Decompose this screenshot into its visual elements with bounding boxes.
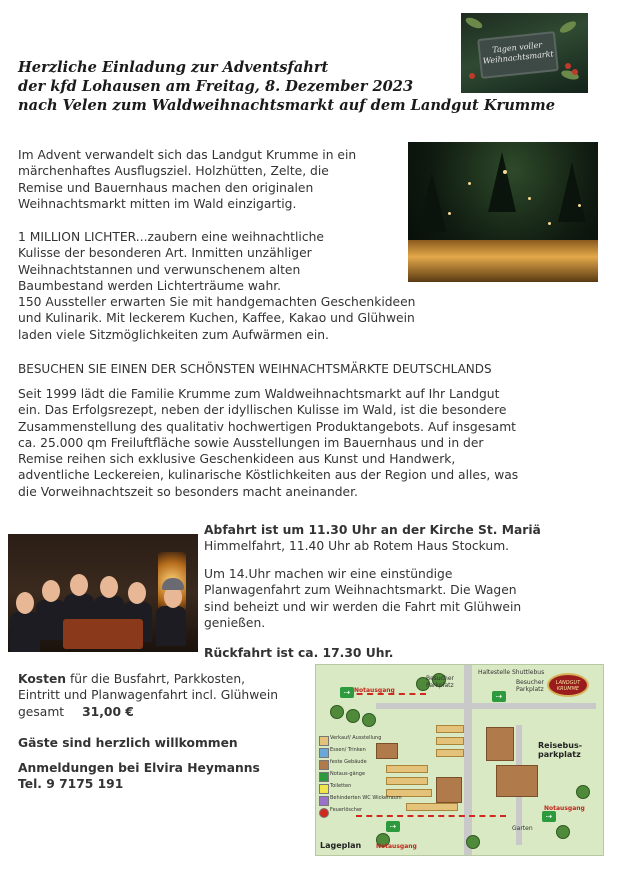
history-paragraph: [18, 386, 518, 500]
group-photo: [8, 534, 198, 652]
leaf: [558, 19, 578, 35]
light: [548, 222, 551, 225]
text-line: Baumbestand werden Lichterträume wahr.: [18, 278, 282, 293]
wagon-ride-info: [204, 566, 521, 631]
building: [376, 743, 398, 759]
site-map: [315, 664, 604, 856]
landgut-krumme-logo: LANDGUT KRUMME: [547, 673, 589, 697]
stand: [406, 803, 458, 811]
person-face: [16, 592, 34, 614]
title-line-2: der kfd Lohausen am Freitag, 8. Dezember 2023: [18, 78, 414, 95]
person-face: [42, 580, 60, 602]
legend-item: [319, 807, 369, 819]
legend-swatch: [319, 748, 329, 758]
text-line: die Vorweihnachtszeit so besonders macht aneinander.: [18, 484, 358, 499]
tree: [346, 709, 360, 723]
road: [464, 665, 472, 855]
legend-item: [319, 747, 369, 759]
road: [376, 703, 596, 709]
tree: [558, 162, 586, 222]
departure-info: [204, 522, 541, 555]
text-line: adventliche Leckereien, kulinarische Köstlichkeiten aus der Region und alles, was: [18, 468, 519, 483]
legend-label: Verkauf/ Ausstellung: [330, 735, 382, 741]
stand: [436, 737, 464, 745]
legend-label: feste Gebäude: [330, 759, 367, 765]
berry: [572, 69, 578, 75]
exit-icon: ⇢: [492, 691, 506, 702]
registration-contact: Anmeldungen bei Elvira Heymanns: [18, 761, 260, 775]
legend-item: [319, 759, 369, 771]
legend-label: Notaus-gänge: [330, 771, 366, 777]
chalk-board: Tagen voller Weihnachtsmarkt: [477, 31, 559, 79]
text-line: 1 MILLION LICHTER...zaubern eine weihnachtliche: [18, 230, 324, 244]
emergency-exit-label: Notausgang: [376, 843, 417, 850]
person-face: [100, 576, 118, 598]
market-stalls: [408, 240, 598, 282]
legend-item: [319, 783, 369, 795]
tree: [466, 835, 480, 849]
legend-swatch: [319, 796, 329, 806]
visitor-parking-label: Besucher Parkplatz: [426, 675, 454, 689]
stand: [386, 777, 428, 785]
legend-swatch: [319, 760, 329, 770]
registration-info: [18, 760, 260, 793]
person: [156, 606, 186, 646]
tree: [330, 705, 344, 719]
light: [528, 197, 531, 200]
legend-item: [319, 735, 382, 747]
stand: [436, 725, 464, 733]
christmas-sign-photo: [461, 13, 588, 93]
tree: [488, 152, 516, 212]
text-line: Zusammenstellung des qualitativ hochwertigen Produktangebots. Auf insgesamt: [18, 419, 516, 434]
bus-parking-label: Reisebus- parkplatz: [538, 741, 583, 759]
forest-market-photo: [408, 142, 598, 282]
legend-swatch: [319, 808, 329, 818]
stand: [386, 765, 428, 773]
costs-text: für die Busfahrt, Parkkosten,: [66, 672, 246, 686]
text-line: märchenhaftes Ausflugsziel. Holzhütten, Zelte, die: [18, 164, 329, 179]
berry: [565, 63, 571, 69]
costs-label: Kosten: [18, 672, 67, 686]
emergency-exit-label: Notausgang: [544, 805, 585, 812]
text-line: Im Advent verwandelt sich das Landgut Krumme in ein: [18, 148, 357, 162]
light: [578, 204, 581, 207]
exit-icon: ⇢: [386, 821, 400, 832]
costs-text: Eintritt und Planwagenfahrt incl. Glühwein: [18, 688, 279, 703]
building: [486, 727, 514, 761]
exit-icon: ⇢: [340, 687, 354, 698]
costs-text: gesamt: [18, 704, 65, 719]
person: [36, 600, 66, 640]
text-line: sind beheizt und wir werden die Fahrt mit Glühwein: [204, 599, 522, 614]
person-face: [128, 582, 146, 604]
text-line: ein. Das Erfolgsrezept, neben der idyllischen Kulisse im Wald, ist die besondere: [18, 403, 507, 418]
person-face: [70, 574, 88, 596]
berry: [469, 73, 475, 79]
leaf: [464, 16, 484, 31]
text-line: 150 Aussteller erwarten Sie mit handgemachten Geschenkideen: [18, 295, 416, 310]
winter-hat: [162, 578, 184, 590]
departure-place: Himmelfahrt, 11.40 Uhr ab Rotem Haus Stockum.: [204, 539, 510, 554]
tree: [556, 825, 570, 839]
light: [448, 212, 451, 215]
legend-label: Essen/ Trinken: [330, 747, 366, 753]
tree: [418, 172, 446, 232]
text-line: Remise und Bauernhaus machen den originalen: [18, 180, 314, 195]
exit-icon: ⇢: [542, 811, 556, 822]
text-line: Planwagenfahrt zum Weihnachtsmarkt. Die Wagen: [204, 583, 517, 598]
text-line: laden viele Sitzmöglichkeiten zum Aufwärmen ein.: [18, 327, 329, 342]
legend-item: [319, 795, 402, 807]
legend-label: Toiletten: [330, 783, 352, 789]
emergency-exit-label: Notausgang: [354, 687, 395, 694]
title-line-3: nach Velen zum Waldweihnachtsmarkt auf dem Landgut Krumme: [18, 97, 555, 114]
text-line: Um 14.Uhr machen wir eine einstündige: [204, 567, 453, 581]
emergency-route: [356, 815, 506, 817]
text-line: ca. 25.000 qm Freiluftfläche sowie Ausstellungen im Bauernhaus und in der: [18, 435, 484, 450]
section-headline: BESUCHEN SIE EINEN DER SCHÖNSTEN WEIHNACHTSMÄRKTE DEUTSCHLANDS: [18, 362, 492, 376]
light: [468, 182, 471, 185]
title-line-1: Herzliche Einladung zur Adventsfahrt: [18, 59, 329, 76]
map-title: Lageplan: [320, 841, 362, 850]
tree: [576, 785, 590, 799]
text-line: Weihnachtsmarkt mitten im Wald einzigartig.: [18, 196, 297, 211]
visitor-parking-label: Besucher Parkplatz: [516, 679, 544, 693]
legend-label: Behinderten WC Wickelraum: [330, 795, 402, 801]
text-line: Seit 1999 lädt die Familie Krumme zum Waldweihnachtsmarkt auf Ihr Landgut: [18, 387, 500, 401]
costs-block: [18, 671, 278, 720]
map-legend: [319, 735, 402, 819]
intro-paragraph: [18, 147, 356, 212]
departure-time: Abfahrt ist um 11.30 Uhr an der Kirche St. Mariä: [204, 523, 541, 537]
garden-label: Garten: [512, 825, 533, 832]
text-line: genießen.: [204, 615, 266, 630]
stand: [436, 749, 464, 757]
text-line: und Kulinarik. Mit leckerem Kuchen, Kaffee, Kakao und Glühwein: [18, 311, 415, 326]
return-time: Rückfahrt ist ca. 17.30 Uhr.: [204, 646, 394, 660]
light: [503, 170, 507, 174]
text-line: Weihnachtstannen und verwunschenem alten: [18, 262, 301, 277]
lights-paragraph: [18, 229, 415, 343]
tree: [362, 713, 376, 727]
text-line: Kulisse der besonderen Art. Inmitten unzähliger: [18, 246, 312, 261]
legend-swatch: [319, 784, 329, 794]
text-line: Remise reihen sich exklusive Geschenkideen aus Kunst und Handwerk,: [18, 452, 456, 467]
building: [436, 777, 462, 803]
legend-item: [319, 771, 369, 783]
shuttle-stop-label: Haltestelle Shuttlebus: [478, 669, 545, 676]
legend-swatch: [319, 772, 329, 782]
legend-label: Feuerlöscher: [330, 807, 363, 813]
price: 31,00 €: [82, 704, 134, 719]
building: [496, 765, 538, 797]
guests-welcome: Gäste sind herzlich willkommen: [18, 736, 238, 750]
phone-number: Tel. 9 7175 191: [18, 777, 124, 792]
table: [63, 619, 143, 649]
legend-swatch: [319, 736, 329, 746]
